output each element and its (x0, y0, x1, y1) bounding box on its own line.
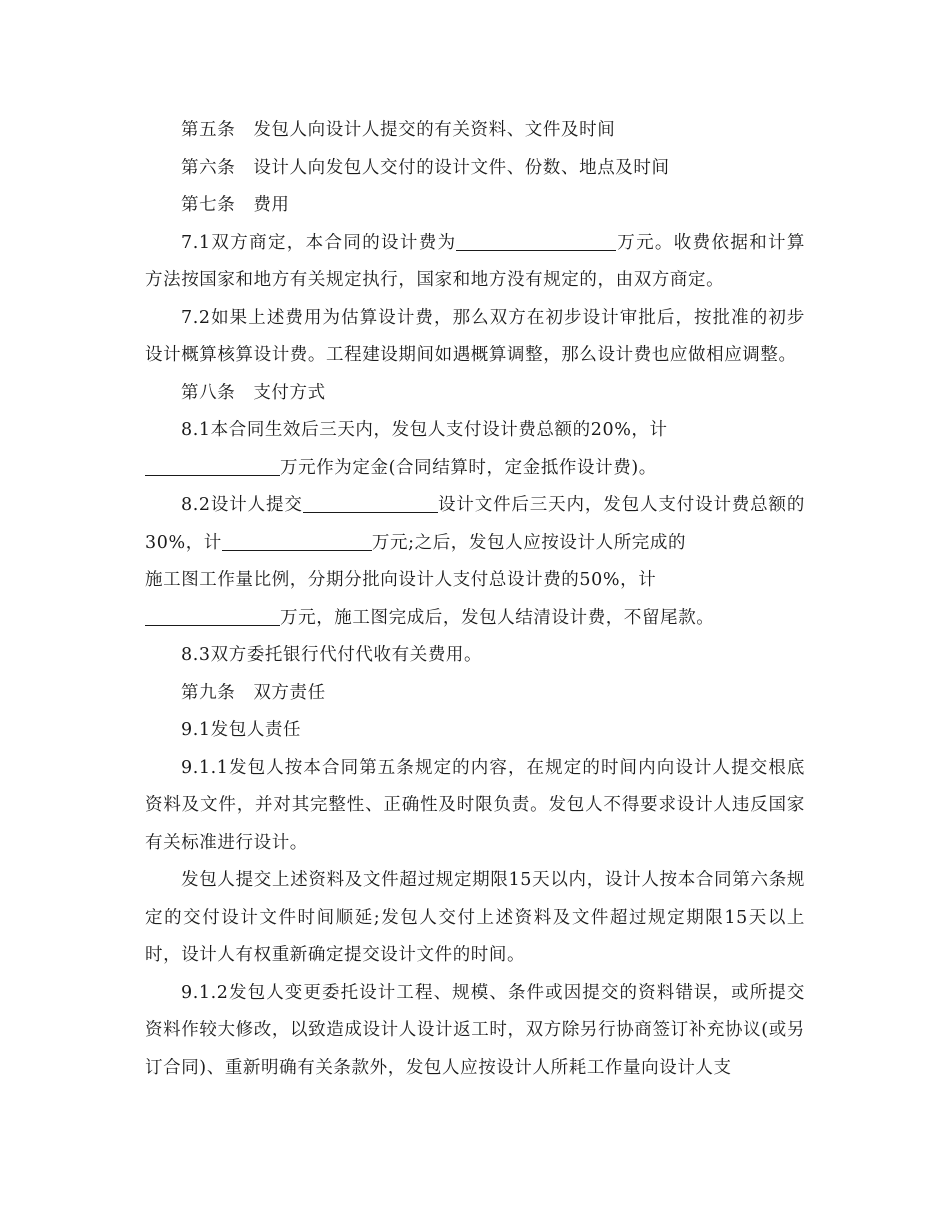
clause-text: 万元，施工图完成后，发包人结清设计费，不留尾款。 (280, 607, 715, 628)
clause-8-2-continued: 施工图工作量比例，分期分批向设计人支付总设计费的50%，计 (145, 570, 657, 590)
article-number: 第六条 (181, 157, 236, 178)
third-payment-blank (145, 603, 280, 626)
article-title: 支付方式 (253, 382, 326, 403)
clause-text: 万元作为定金(合同结算时，定金抵作设计费)。 (280, 457, 657, 478)
deposit-amount-blank (145, 453, 280, 476)
clause-text: 设计文件后三天内，发包人支付设计费总额的30%，计 (145, 495, 805, 553)
article-6-heading (145, 150, 805, 188)
clause-8-1-first-line: 8.1本合同生效后三天内，发包人支付设计费总额的20%，计 (181, 420, 668, 440)
second-payment-blank (222, 528, 372, 551)
article-title: 双方责任 (253, 682, 326, 703)
design-stage-blank (303, 490, 438, 513)
article-number: 第九条 (181, 682, 236, 703)
article-title: 发包人向设计人提交的有关资料、文件及时间 (253, 120, 616, 140)
clause-7-1 (145, 225, 805, 300)
article-title: 费用 (253, 195, 290, 215)
article-7-heading (145, 187, 805, 225)
fee-amount-blank (456, 228, 616, 251)
clause-7-2: 7.2如果上述费用为估算设计费，那么双方在初步设计审批后，按批准的初步设计概算核算设计费。工程建设期间如遇概算调整，那么设计费也应做相应调整。 (145, 307, 805, 365)
article-8-heading (145, 375, 805, 413)
clause-8-3: 8.3双方委托银行代付代收有关费用。 (181, 645, 483, 665)
article-number: 第七条 (181, 195, 236, 215)
clause-text: 万元。收费依据和计算方法按国家和地方有关规定执行，国家和地方没有规定的，由双方商定。 (145, 232, 805, 290)
clause-9-1-1: 9.1.1发包人按本合同第五条规定的内容，在规定的时间内向设计人提交根底资料及文件，并对其完整性、正确性及时限负责。发包人不得要求设计人违反国家有关标准进行设计。 (145, 757, 805, 853)
article-9-heading (145, 675, 805, 713)
article-5-heading (145, 112, 805, 150)
clause-text: 7.1双方商定，本合同的设计费为 (181, 232, 457, 253)
clause-text: 8.2设计人提交 (181, 495, 303, 515)
clause-8-2 (145, 487, 805, 562)
article-number: 第八条 (181, 382, 236, 403)
clause-9-1-1-continued: 发包人提交上述资料及文件超过规定期限15天以内，设计人按本合同第六条规定的交付设计文件时间顺延;发包人交付上述资料及文件超过规定期限15天以上时，设计人有权重新确定提交设计文件的时间。 (145, 870, 805, 965)
document-body (145, 112, 805, 1087)
clause-text: 万元;之后，发包人应按设计人所完成的 (371, 532, 687, 553)
clause-9-1: 9.1发包人责任 (181, 720, 302, 740)
clause-8-1-second-line (145, 450, 805, 488)
clause-8-2-final-line (145, 600, 805, 638)
clause-9-1-2: 9.1.2发包人变更委托设计工程、规模、条件或因提交的资料错误，或所提交资料作较大修改，以致造成设计人设计返工时，双方除另行协商签订补充协议(或另订合同)、重新明确有关条款外，发包人应按设计人所耗工作量向设计人支 (145, 982, 805, 1078)
article-number: 第五条 (181, 120, 236, 140)
article-title: 设计人向发包人交付的设计文件、份数、地点及时间 (253, 157, 670, 178)
